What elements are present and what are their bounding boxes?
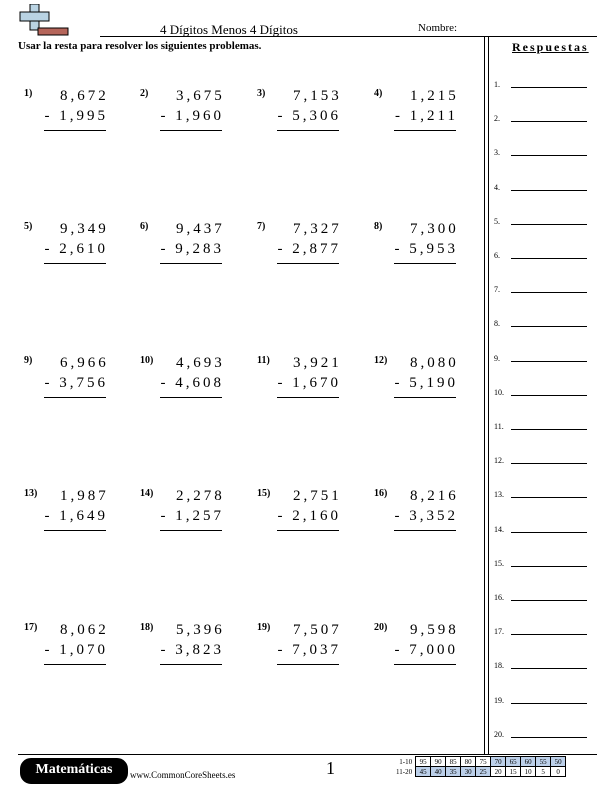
- answer-blank[interactable]: [511, 224, 587, 225]
- answer-column-divider-inner: [488, 36, 489, 754]
- subtrahend: - 9,283: [160, 241, 224, 257]
- answer-number: 4.: [494, 182, 500, 192]
- subtrahend: - 3,352: [394, 508, 458, 524]
- answer-blank[interactable]: [511, 190, 587, 191]
- problem-number: 14): [140, 488, 154, 499]
- answer-rule: [394, 397, 456, 398]
- answer-number: 17.: [494, 627, 504, 637]
- score-cell: 50: [551, 757, 566, 767]
- answer-rule: [277, 664, 339, 665]
- answer-rule: [277, 130, 339, 131]
- subtrahend: - 1,670: [277, 375, 341, 391]
- score-row-11-20: [394, 767, 566, 777]
- problem-number: 6): [140, 221, 149, 232]
- score-cell: 90: [431, 757, 446, 767]
- problem-16: [374, 488, 484, 538]
- subtrahend: - 2,160: [277, 508, 341, 524]
- minuend: 3,675: [176, 88, 225, 104]
- problem-14: [140, 488, 250, 538]
- plus-minus-logo-icon: [18, 4, 70, 36]
- answer-rule: [394, 130, 456, 131]
- answer-line-1[interactable]: [494, 80, 594, 94]
- answers-heading: Respuestas: [512, 40, 589, 54]
- answer-blank[interactable]: [511, 87, 587, 88]
- answer-line-15[interactable]: [494, 559, 594, 573]
- problem-20: [374, 622, 484, 672]
- minuend: 3,921: [293, 355, 342, 371]
- answer-blank[interactable]: [511, 463, 587, 464]
- problem-8: [374, 221, 484, 271]
- problem-number: 17): [24, 622, 38, 633]
- problem-13: [24, 488, 134, 538]
- answer-blank[interactable]: [511, 292, 587, 293]
- answer-number: 8.: [494, 319, 500, 329]
- subtrahend: - 1,960: [160, 108, 224, 124]
- problem-number: 4): [374, 88, 383, 99]
- answer-blank[interactable]: [511, 532, 587, 533]
- answer-rule: [44, 397, 106, 398]
- score-cell: 85: [446, 757, 461, 767]
- problem-15: [257, 488, 367, 538]
- problem-number: 18): [140, 622, 154, 633]
- minuend: 2,278: [176, 488, 225, 504]
- score-cell: 95: [416, 757, 431, 767]
- answer-blank[interactable]: [511, 121, 587, 122]
- minuend: 7,507: [293, 622, 342, 638]
- answer-number: 15.: [494, 558, 504, 568]
- minuend: 8,216: [410, 488, 459, 504]
- answer-line-9[interactable]: [494, 354, 594, 368]
- problem-1: [24, 88, 134, 138]
- answer-line-16[interactable]: [494, 593, 594, 607]
- answer-line-8[interactable]: [494, 319, 594, 333]
- score-cell: 5: [536, 767, 551, 777]
- problem-17: [24, 622, 134, 672]
- minuend: 7,300: [410, 221, 459, 237]
- subtrahend: - 1,649: [44, 508, 108, 524]
- problem-number: 2): [140, 88, 149, 99]
- minuend: 8,062: [60, 622, 109, 638]
- problem-number: 7): [257, 221, 266, 232]
- problem-number: 5): [24, 221, 33, 232]
- answer-number: 1.: [494, 80, 500, 89]
- answer-number: 10.: [494, 387, 504, 397]
- score-cell: 60: [521, 757, 536, 767]
- worksheet-title: 4 Dígitos Menos 4 Dígitos: [160, 22, 298, 37]
- minuend: 7,327: [293, 221, 342, 237]
- score-cell: 55: [536, 757, 551, 767]
- answer-line-3[interactable]: [494, 148, 594, 162]
- problem-number: 16): [374, 488, 388, 499]
- answer-blank[interactable]: [511, 155, 587, 156]
- subtrahend: - 5,306: [277, 108, 341, 124]
- problem-12: [374, 355, 484, 405]
- answer-line-10[interactable]: [494, 388, 594, 402]
- page-number: 1: [326, 758, 335, 778]
- answer-blank[interactable]: [511, 497, 587, 498]
- score-cell: 80: [461, 757, 476, 767]
- answer-line-17[interactable]: [494, 627, 594, 641]
- answer-rule: [394, 530, 456, 531]
- score-cell: 30: [461, 767, 476, 777]
- answer-rule: [160, 664, 222, 665]
- subject-label: Matemáticas: [35, 762, 113, 777]
- subtrahend: - 4,608: [160, 375, 224, 391]
- problem-number: 8): [374, 221, 383, 232]
- problem-number: 9): [24, 355, 33, 366]
- problem-number: 15): [257, 488, 271, 499]
- answer-line-6[interactable]: [494, 251, 594, 265]
- minuend: 6,966: [60, 355, 109, 371]
- answer-line-12[interactable]: [494, 456, 594, 470]
- answer-blank[interactable]: [511, 258, 587, 259]
- answer-rule: [394, 263, 456, 264]
- score-cell: 10: [521, 767, 536, 777]
- answer-rule: [44, 263, 106, 264]
- answer-line-20[interactable]: [494, 730, 594, 744]
- score-cell: 70: [491, 757, 506, 767]
- score-cell: 35: [446, 767, 461, 777]
- minuend: 8,080: [410, 355, 459, 371]
- minuend: 7,153: [293, 88, 342, 104]
- answer-blank[interactable]: [511, 737, 587, 738]
- score-cell: 45: [416, 767, 431, 777]
- answer-number: 2.: [494, 114, 500, 124]
- answer-line-18[interactable]: [494, 661, 594, 675]
- answer-blank[interactable]: [511, 566, 587, 567]
- name-label: Nombre:: [418, 22, 458, 34]
- answer-line-5[interactable]: [494, 217, 594, 231]
- subtrahend: - 7,000: [394, 642, 458, 658]
- answer-blank[interactable]: [511, 668, 587, 669]
- minuend: 5,396: [176, 622, 225, 638]
- answer-rule: [277, 397, 339, 398]
- score-cell: 65: [506, 757, 521, 767]
- problem-2: [140, 88, 250, 138]
- score-row-label: 11-20: [396, 767, 413, 776]
- score-cell: 75: [476, 757, 491, 767]
- minuend: 4,693: [176, 355, 225, 371]
- answer-rule: [44, 664, 106, 665]
- website-link[interactable]: www.CommonCoreSheets.es: [130, 770, 236, 780]
- subtrahend: - 5,953: [394, 241, 458, 257]
- subtrahend: - 2,877: [277, 241, 341, 257]
- answer-number: 3.: [494, 148, 500, 158]
- problem-6: [140, 221, 250, 271]
- answer-number: 18.: [494, 661, 504, 671]
- answer-blank[interactable]: [511, 429, 587, 430]
- answer-blank[interactable]: [511, 326, 587, 327]
- minuend: 9,598: [410, 622, 459, 638]
- answer-number: 11.: [494, 422, 504, 431]
- subtrahend: - 1,257: [160, 508, 224, 524]
- minuend: 1,215: [410, 88, 459, 104]
- problem-number: 19): [257, 622, 271, 633]
- problem-11: [257, 355, 367, 405]
- answer-number: 6.: [494, 251, 500, 260]
- minuend: 9,437: [176, 221, 225, 237]
- answer-number: 5.: [494, 216, 500, 226]
- problem-number: 3): [257, 88, 266, 99]
- answer-rule: [160, 397, 222, 398]
- subtrahend: - 3,756: [44, 375, 108, 391]
- answer-rule: [277, 263, 339, 264]
- answer-line-4[interactable]: [494, 183, 594, 197]
- answer-number: 20.: [494, 729, 504, 739]
- answer-number: 14.: [494, 524, 504, 534]
- subtrahend: - 2,610: [44, 241, 108, 257]
- answer-rule: [394, 664, 456, 665]
- answer-number: 7.: [494, 285, 500, 295]
- subtrahend: - 1,995: [44, 108, 108, 124]
- problem-number: 20): [374, 622, 388, 633]
- answer-line-2[interactable]: [494, 114, 594, 128]
- answer-rule: [277, 530, 339, 531]
- score-cell: 25: [476, 767, 491, 777]
- subtrahend: - 1,211: [395, 108, 458, 124]
- answer-rule: [44, 530, 106, 531]
- answer-line-13[interactable]: [494, 490, 594, 504]
- score-row-1-10: [394, 757, 566, 767]
- score-cell: 0: [551, 767, 566, 777]
- minuend: 2,751: [293, 488, 342, 504]
- answer-blank[interactable]: [511, 395, 587, 396]
- subtrahend: - 3,823: [160, 642, 224, 658]
- answer-number: 9.: [494, 353, 500, 363]
- problem-3: [257, 88, 367, 138]
- problem-19: [257, 622, 367, 672]
- answer-line-14[interactable]: [494, 525, 594, 539]
- answer-number: 13.: [494, 490, 504, 500]
- problem-number: 12): [374, 355, 388, 366]
- problem-10: [140, 355, 250, 405]
- problem-4: [374, 88, 484, 138]
- answer-blank[interactable]: [511, 634, 587, 635]
- problem-5: [24, 221, 134, 271]
- footer-rule: [18, 754, 597, 755]
- subtrahend: - 7,037: [277, 642, 341, 658]
- problem-7: [257, 221, 367, 271]
- minuend: 8,672: [60, 88, 109, 104]
- instructions: Usar la resta para resolver los siguientes problemas.: [18, 40, 262, 52]
- answer-blank[interactable]: [511, 361, 587, 362]
- score-row-label: 1-10: [399, 757, 413, 766]
- answer-blank[interactable]: [511, 600, 587, 601]
- problem-18: [140, 622, 250, 672]
- answer-rule: [160, 530, 222, 531]
- score-cell: 20: [491, 767, 506, 777]
- minuend: 9,349: [60, 221, 109, 237]
- answer-line-19[interactable]: [494, 696, 594, 710]
- subtrahend: - 1,070: [44, 642, 108, 658]
- answer-rule: [44, 130, 106, 131]
- answer-line-11[interactable]: [494, 422, 594, 436]
- score-cell: 40: [431, 767, 446, 777]
- answer-number: 19.: [494, 695, 504, 705]
- answer-rule: [160, 263, 222, 264]
- problem-number: 10): [140, 355, 154, 366]
- score-table: [394, 756, 566, 777]
- answer-number: 12.: [494, 456, 504, 466]
- answer-number: 16.: [494, 593, 504, 602]
- answer-rule: [160, 130, 222, 131]
- subtrahend: - 5,190: [394, 375, 458, 391]
- problem-9: [24, 355, 134, 405]
- answer-line-7[interactable]: [494, 285, 594, 299]
- problem-number: 1): [24, 88, 33, 99]
- answer-column-divider: [484, 36, 485, 754]
- score-cell: 15: [506, 767, 521, 777]
- answer-blank[interactable]: [511, 703, 587, 704]
- minuend: 1,987: [60, 488, 109, 504]
- subject-badge: [20, 758, 128, 784]
- header-rule: [100, 36, 597, 37]
- problem-number: 11): [257, 355, 270, 366]
- problem-number: 13): [24, 488, 38, 499]
